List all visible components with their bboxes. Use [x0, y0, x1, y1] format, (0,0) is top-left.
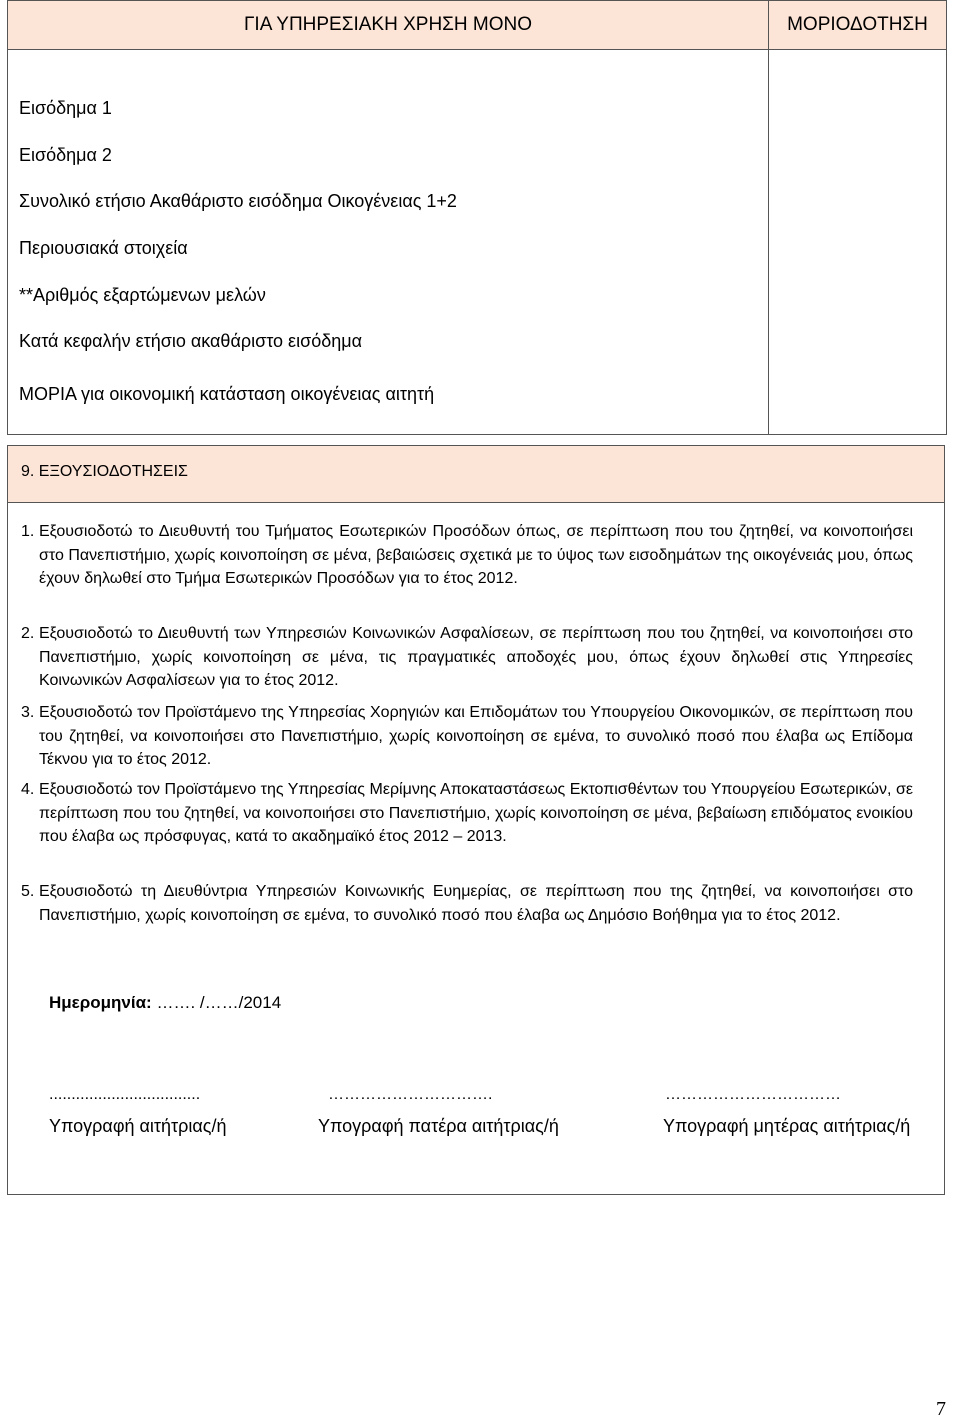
list-item: Εισόδημα 1	[19, 98, 112, 118]
header-scoring: ΜΟΡΙΟΔΟΤΗΣΗ	[769, 1, 947, 50]
authorization-paragraph	[21, 520, 913, 591]
header-official-use: ΓΙΑ ΥΠΗΡΕΣΙΑΚΗ ΧΡΗΣΗ ΜΟΝΟ	[8, 1, 769, 50]
signature-line-applicant: ..................................	[49, 1086, 201, 1103]
paragraph-number: 5.	[21, 883, 35, 900]
signature-line-father: ………………………….	[328, 1086, 493, 1103]
scores-cell	[769, 50, 947, 435]
signature-label-mother: Υπογραφή μητέρας αιτήτριας/ή	[663, 1116, 911, 1136]
authorization-paragraph	[21, 622, 913, 693]
list-item: ΜΟΡΙΑ για οικονομική κατάσταση οικογένειας αιτητή	[19, 384, 435, 404]
paragraph-text: Εξουσιοδοτώ τον Προϊστάμενο της Υπηρεσίας Χορηγιών και Επιδομάτων του Υπουργείου Οικονομικών, σε περίπτωση που του ζητηθεί, να κοινοποιήσει στο Πανεπιστήμιο, χωρίς κοινοποίηση σε εμένα, το συνολικό ποσό που έλαβα ως Επίδομα Τέκνου για το έτος 2012.	[39, 704, 913, 768]
list-item: Συνολικό ετήσιο Ακαθάριστο εισόδημα Οικογένειας 1+2	[19, 191, 457, 211]
section-header	[7, 445, 945, 503]
list-item: **Αριθμός εξαρτώμενων μελών	[19, 285, 266, 305]
signature-label-applicant: Υπογραφή αιτήτριας/ή	[49, 1116, 227, 1136]
date-value: ……. /……/2014	[151, 993, 282, 1012]
paragraph-number: 1.	[21, 523, 35, 540]
page-number: 7	[936, 1398, 946, 1420]
paragraph-number: 3.	[21, 704, 35, 721]
section-title: 9. ΕΞΟΥΣΙΟΔΟΤΗΣΕΙΣ	[21, 463, 188, 480]
paragraph-text: Εξουσιοδοτώ το Διευθυντή των Υπηρεσιών Κοινωνικών Ασφαλίσεων, σε περίπτωση που του ζητηθεί, να κοινοποιήσει στο Πανεπιστήμιο, χωρίς κοινοποίηση σε μένα, τις πραγματικές αποδοχές μου, όπως έχουν δηλωθεί στις Υπηρεσίες Κοινωνικών Ασφαλίσεων για το έτος 2012.	[39, 625, 913, 689]
signature-label-father: Υπογραφή πατέρα αιτήτριας/ή	[318, 1116, 559, 1136]
authorization-paragraph	[21, 778, 913, 849]
signature-line-mother: ……………………………	[665, 1086, 841, 1103]
paragraph-number: 4.	[21, 781, 35, 798]
table-header-row	[8, 1, 947, 50]
list-item: Περιουσιακά στοιχεία	[19, 238, 188, 258]
paragraph-text: Εξουσιοδοτώ το Διευθυντή του Τμήματος Εσωτερικών Προσόδων όπως, σε περίπτωση που του ζητηθεί, να κοινοποιήσει στο Πανεπιστήμιο, χωρίς κοινοποίηση σε μένα, βεβαιώσεις σχετικά με το ύψος των εισοδημάτων της οικογένειάς μου, όπως έχουν δηλωθεί στο Τμήμα Εσωτερικών Προσόδων για το έτος 2012.	[39, 523, 913, 587]
paragraph-text: Εξουσιοδοτώ τη Διευθύντρια Υπηρεσιών Κοινωνικής Ευημερίας, σε περίπτωση που της ζητηθεί, να κοινοποιήσει στο Πανεπιστήμιο, χωρίς κοινοποίηση σε εμένα, το συνολικό ποσό που έλαβα ως Δημόσιο Βοήθημα για το έτος 2012.	[39, 883, 913, 924]
paragraph-number: 2.	[21, 625, 35, 642]
date-line	[49, 993, 281, 1013]
list-item: Κατά κεφαλήν ετήσιο ακαθάριστο εισόδημα	[19, 331, 363, 351]
authorization-paragraph	[21, 880, 913, 927]
paragraph-text: Εξουσιοδοτώ τον Προϊστάμενο της Υπηρεσίας Μερίμνης Αποκαταστάσεως Εκτοπισθέντων του Υπουργείου Εσωτερικών, σε περίπτωση που του ζητηθεί, να κοινοποιήσει στο Πανεπιστήμιο, χωρίς κοινοποίηση σε μένα, βεβαίωση επιδόματος ενοικίου που έλαβα ως πρόσφυγας, κατά το ακαδημαϊκό έτος 2012 – 2013.	[39, 781, 913, 845]
list-item: Εισόδημα 2	[19, 145, 112, 165]
authorization-paragraph	[21, 701, 913, 772]
date-label: Ημερομηνία:	[49, 993, 152, 1012]
scoring-table	[7, 0, 947, 435]
